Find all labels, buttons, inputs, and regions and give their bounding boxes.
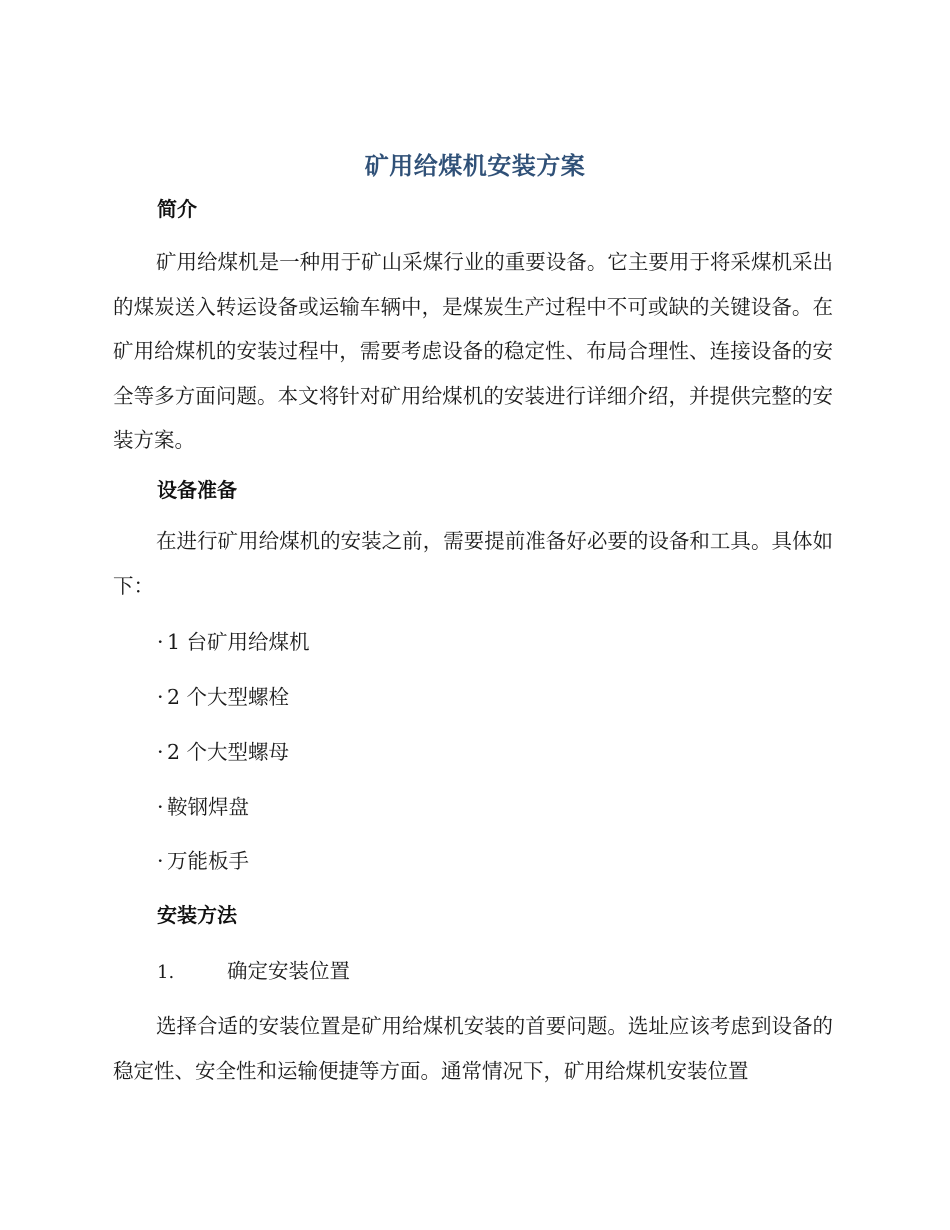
equipment-list-item [157,790,249,820]
equipment-list-item [157,844,249,874]
list-item-text: 1 台矿用给煤机 [167,630,310,654]
equipment-paragraph: 在进行矿用给煤机的安装之前，需要提前准备好必要的设备和工具。具体如下： [113,529,833,598]
intro-paragraph: 矿用给煤机是一种用于矿山采煤行业的重要设备。它主要用于将采煤机采出的煤炭送入转运设备或运输车辆中，是煤炭生产过程中不可或缺的关键设备。在矿用给煤机的安装过程中，需要考虑设备的稳定性、布局合理性、连接设备的安全等多方面问题。本文将针对矿用给煤机的安装进行详细介绍，并提供完整的安装方案。 [113,250,833,452]
equipment-list-item [157,680,289,710]
numbered-step [157,954,350,984]
section-heading-equipment: 设备准备 [157,478,237,502]
section-heading-method: 安装方法 [157,903,237,927]
list-item-text: 2 个大型螺栓 [167,685,290,709]
equipment-list-item [157,625,310,655]
bullet-icon: · [157,740,164,764]
step-number: 1. [157,962,175,983]
list-item-text: 2 个大型螺母 [167,740,290,764]
list-item-text: 鞍钢焊盘 [167,795,249,819]
bullet-icon: · [157,685,164,709]
document-title: 矿用给煤机安装方案 [364,152,586,180]
method-paragraph: 选择合适的安装位置是矿用给煤机安装的首要问题。选址应该考虑到设备的稳定性、安全性和运输便捷等方面。通常情况下，矿用给煤机安装位置 [113,1014,833,1083]
bullet-icon: · [157,849,164,873]
list-item-text: 万能板手 [167,849,249,873]
bullet-icon: · [157,795,164,819]
bullet-icon: · [157,630,164,654]
step-label: 确定安装位置 [227,959,350,983]
equipment-list-item [157,735,289,765]
section-heading-intro: 简介 [157,197,197,221]
